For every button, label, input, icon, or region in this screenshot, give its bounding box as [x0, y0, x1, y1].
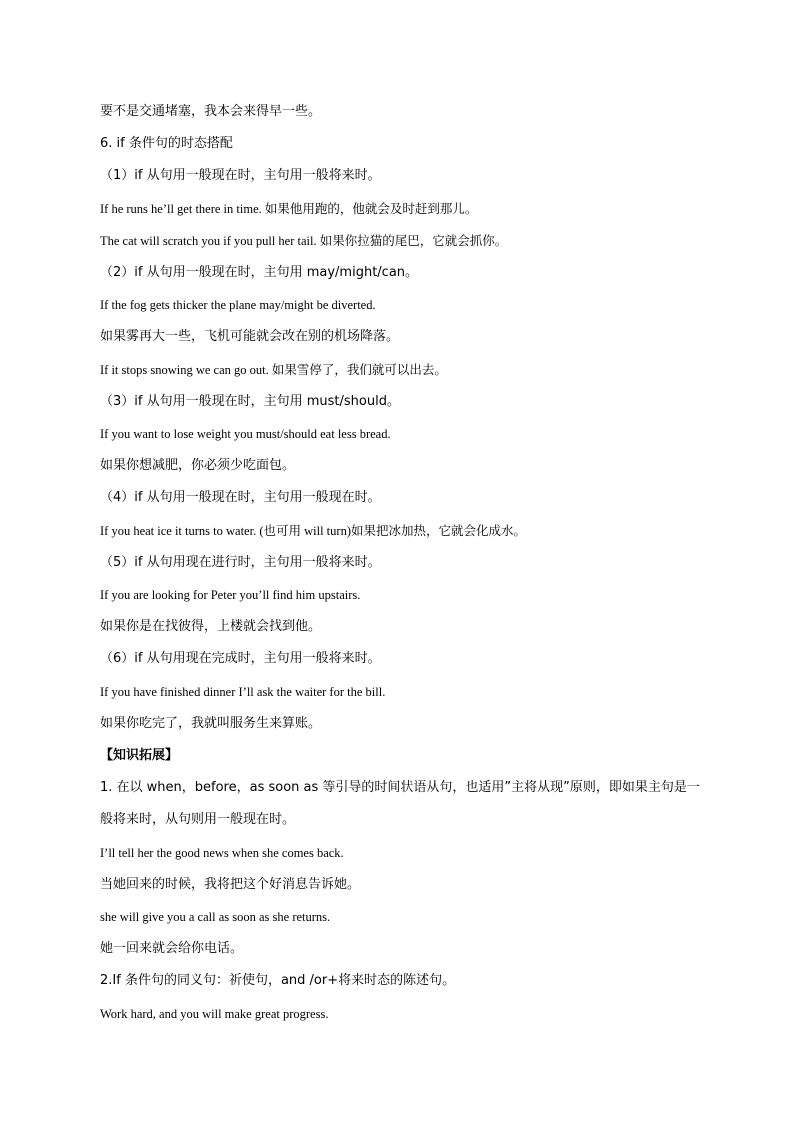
example-sentence: If the fog gets thicker the plane may/might be diverted. — [100, 298, 376, 312]
example-sentence: Work hard, and you will make great progress. — [100, 1007, 329, 1021]
example-sentence: If it stops snowing we can go out. 如果雪停了，我们就可以出去。 — [100, 363, 447, 377]
translation-line: 她一回来就会给你电话。 — [100, 941, 244, 956]
translation-line: 如果你想减肥，你必须少吃面包。 — [100, 458, 296, 473]
sub-heading: （4）if 从句用一般现在时，主句用一般现在时。 — [100, 490, 381, 505]
translation-line: 如果雾再大一些，飞机可能就会改在别的机场降落。 — [100, 329, 400, 344]
knowledge-extension-heading: 【知识拓展】 — [100, 748, 179, 763]
example-sentence: If you heat ice it turns to water. (也可用 will turn)如果把冰加热，它就会化成水。 — [100, 524, 526, 538]
text-line: 2.If 条件句的同义句：祈使句，and /or+将来时态的陈述句。 — [100, 973, 456, 988]
example-sentence: I’ll tell her the good news when she comes back. — [100, 846, 344, 860]
text-line: 1. 在以 when，before，as soon as 等引导的时间状语从句，也适用”主将从现”原则，即如果主句是一 — [100, 780, 700, 795]
example-sentence: The cat will scratch you if you pull her tail. 如果你拉猫的尾巴，它就会抓你。 — [100, 234, 508, 248]
sub-heading: （5）if 从句用现在进行时，主句用一般将来时。 — [100, 555, 381, 570]
example-sentence: If he runs he’ll get there in time. 如果他用跑的，他就会及时赶到那儿。 — [100, 202, 478, 216]
translation-line: 如果你是在找彼得，上楼就会找到他。 — [100, 619, 322, 634]
sub-heading: （6）if 从句用现在完成时，主句用一般将来时。 — [100, 651, 381, 666]
translation-line: 当她回来的时候，我将把这个好消息告诉她。 — [100, 877, 361, 892]
sub-heading: （1）if 从句用一般现在时，主句用一般将来时。 — [100, 168, 381, 183]
example-sentence: If you are looking for Peter you’ll find him upstairs. — [100, 588, 361, 602]
translation-line: 如果你吃完了，我就叫服务生来算账。 — [100, 716, 322, 731]
sub-heading: （2）if 从句用一般现在时，主句用 may/might/can。 — [100, 265, 419, 280]
example-sentence: she will give you a call as soon as she returns. — [100, 910, 331, 924]
text-line: 般将来时，从句则用一般现在时。 — [100, 812, 296, 827]
sub-heading: （3）if 从句用一般现在时，主句用 must/should。 — [100, 394, 400, 409]
example-sentence: If you want to lose weight you must/should eat less bread. — [100, 427, 391, 441]
section-heading: 6. if 条件句的时态搭配 — [100, 136, 233, 151]
text-line: 要不是交通堵塞，我本会来得早一些。 — [100, 104, 322, 119]
example-sentence: If you have finished dinner I’ll ask the waiter for the bill. — [100, 685, 386, 699]
